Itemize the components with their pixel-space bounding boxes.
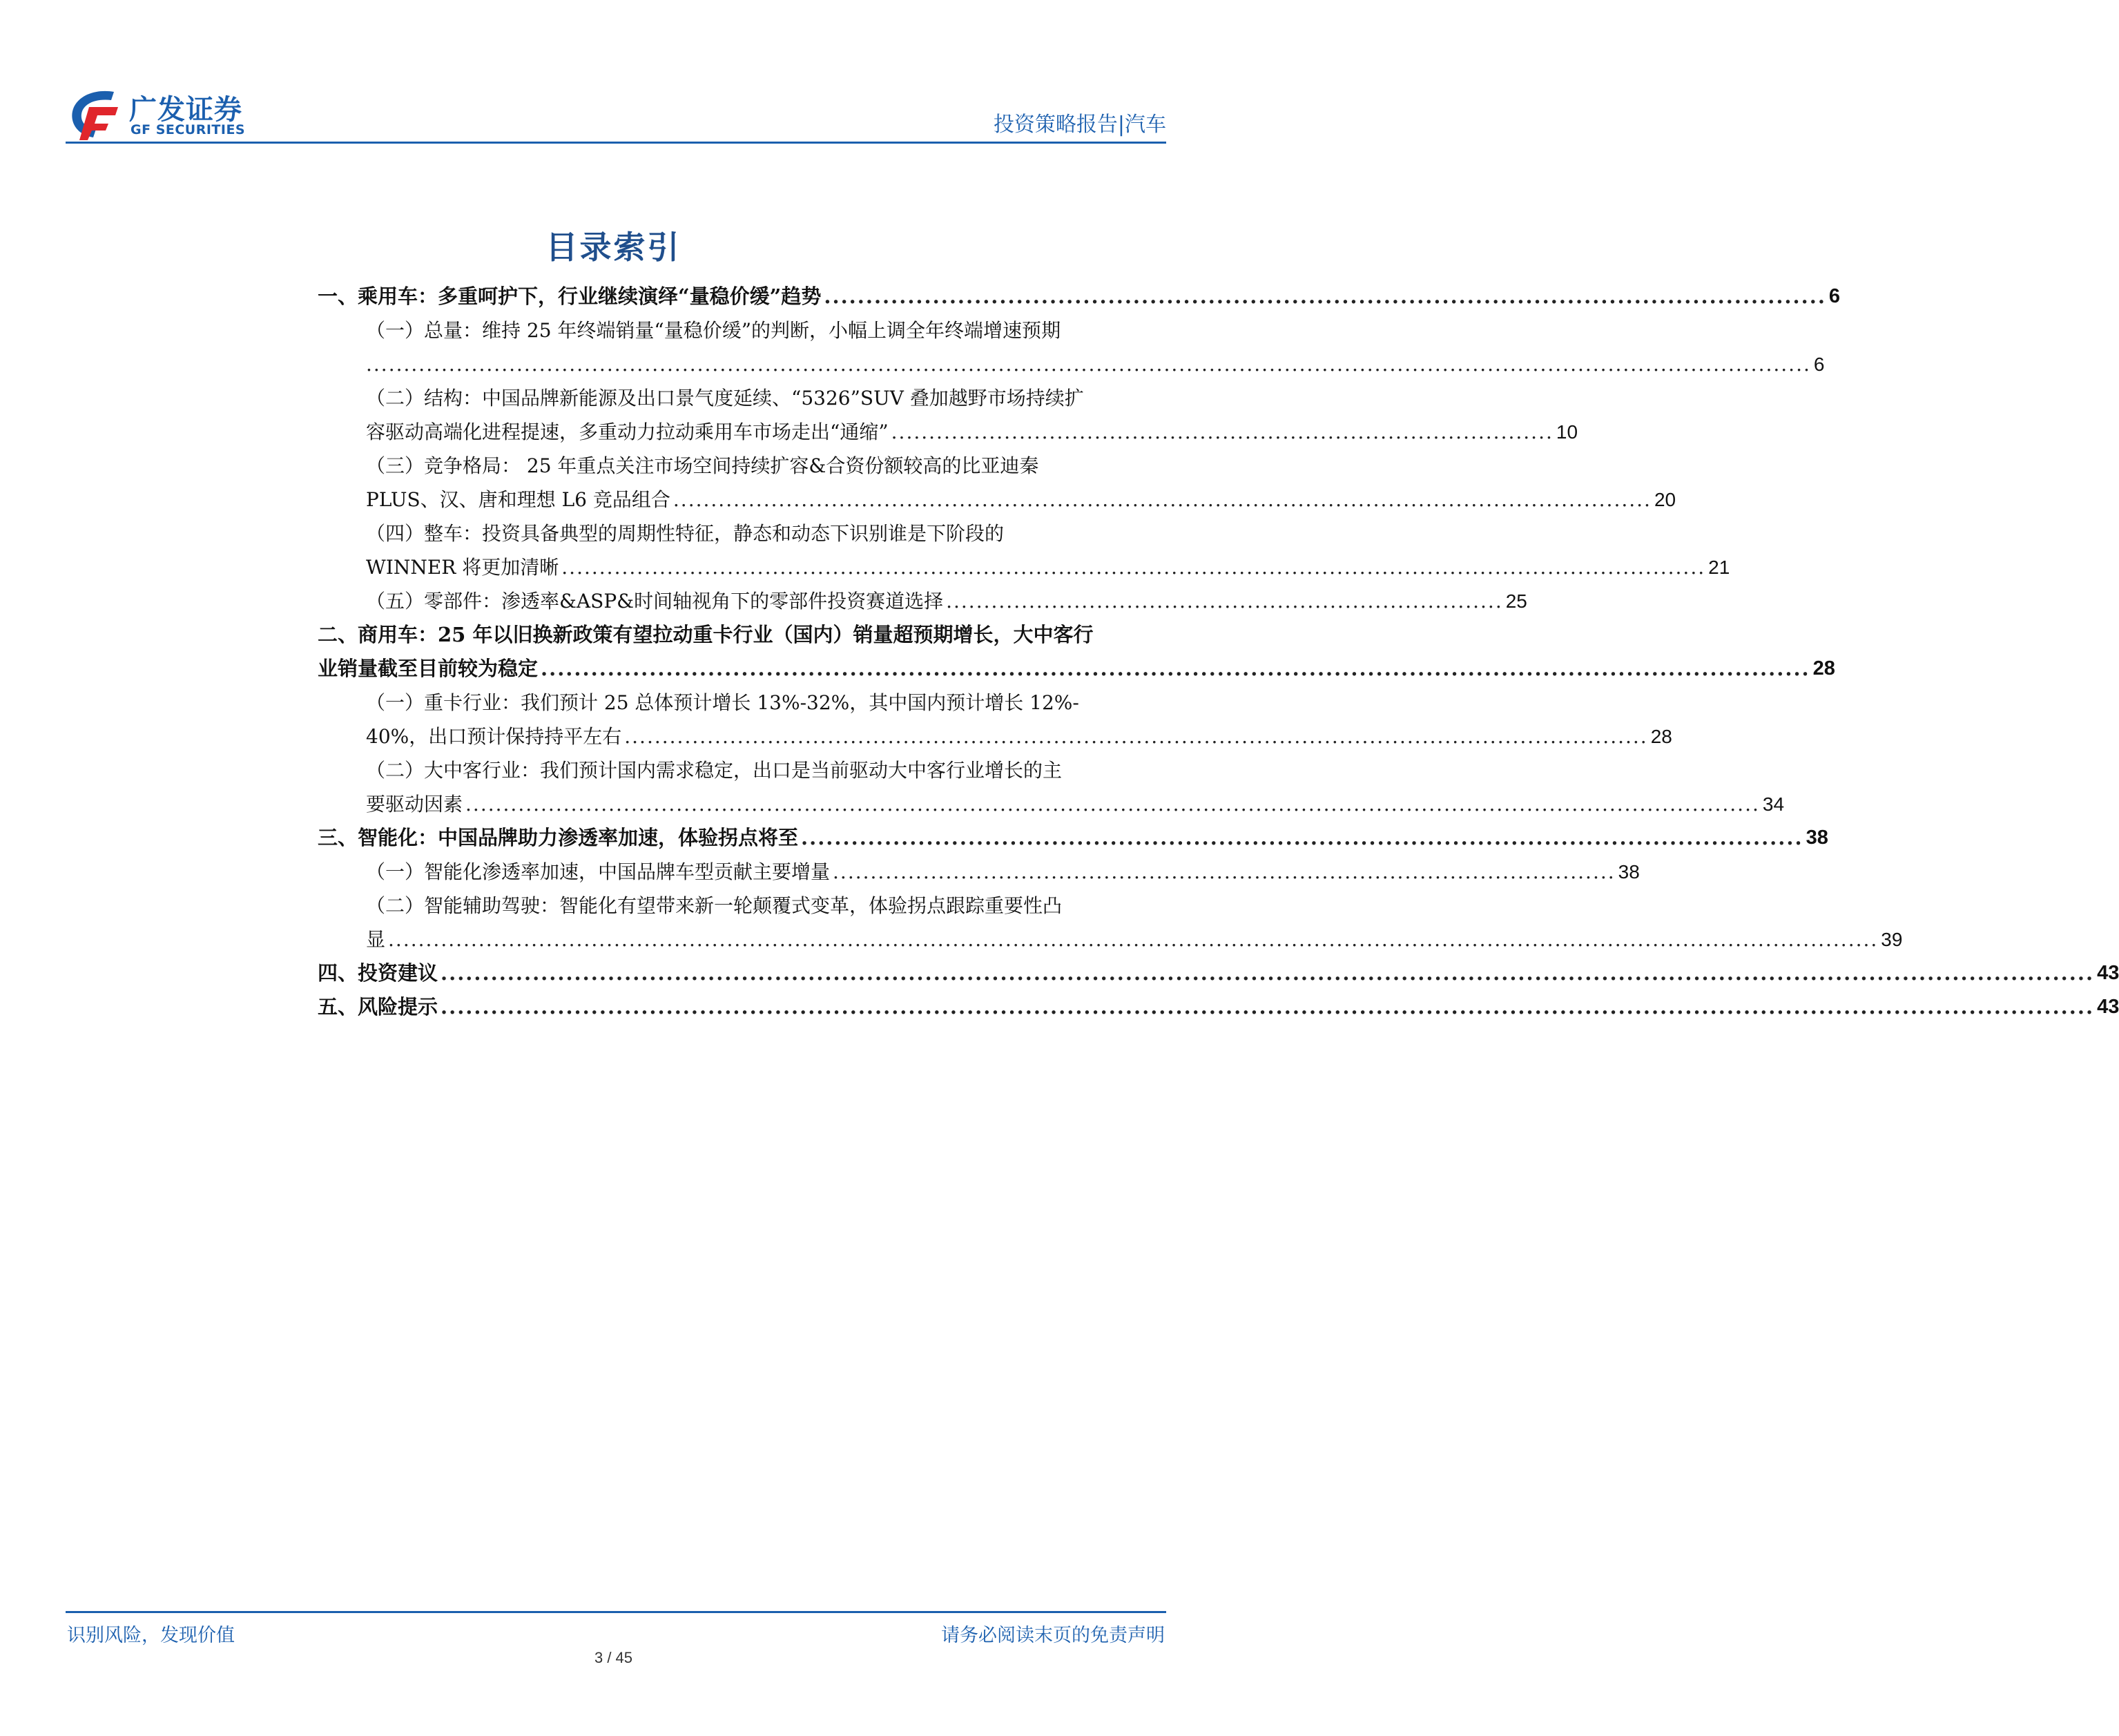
toc-entry-page: 38: [1806, 827, 1828, 849]
toc-entry-text-cont: 要驱动因素: [366, 793, 463, 816]
toc-entry-text-cont: WINNER 将更加清晰: [366, 556, 559, 579]
gf-securities-logo: [66, 86, 273, 142]
footer-divider: [66, 1611, 1166, 1613]
toc-entry-1-2-cont[interactable]: [366, 415, 1578, 449]
toc-entry-text: （二）智能辅助驾驶：智能化有望带来新一轮颠覆式变革，体验拐点跟踪重要性凸: [366, 894, 1063, 917]
footer-disclaimer: 请务必阅读末页的免责声明: [941, 1625, 1165, 1646]
toc-entry-3-1[interactable]: [366, 855, 1640, 889]
toc-entry-text: 一、乘用车：多重呵护下，行业继续演绎“量稳价缓”趋势: [318, 284, 822, 308]
toc-entry-page: 20: [1654, 489, 1676, 510]
toc-leader-dots: ........................................................................................................................: [801, 826, 1803, 849]
toc-leader-dots: ................................................................................................................................................................................................: [366, 353, 1811, 376]
toc-entry-page: 25: [1505, 590, 1527, 612]
toc-entry-page: 6: [1828, 285, 1841, 307]
toc-entry-2[interactable]: [318, 618, 1168, 652]
toc-entry-2-1[interactable]: [366, 686, 1168, 720]
toc-entry-text: （一）智能化渗透率加速，中国品牌车型贡献主要增量: [366, 860, 831, 883]
report-type-label: 投资策略报告|汽车: [993, 113, 1166, 137]
toc-entry-1-3[interactable]: [366, 449, 1168, 483]
toc-entry-page: 6: [1813, 354, 1825, 375]
header-divider: [66, 142, 1166, 144]
toc-entry-text: （二）大中客行业：我们预计国内需求稳定，出口是当前驱动大中客行业增长的主: [366, 759, 1063, 782]
toc-leader-dots: ......................................................................................................................................................................................................: [441, 995, 2095, 1019]
toc-entry-1-1-leader[interactable]: [366, 347, 1825, 381]
toc-entry-text-cont: PLUS、汉、唐和理想 L6 竞品组合: [366, 488, 670, 511]
toc-entry-page: 39: [1881, 929, 1903, 950]
toc-leader-dots: ......................................................................................................................................................................................................: [441, 961, 2095, 985]
toc-entry-1-3-cont[interactable]: [366, 483, 1676, 517]
toc-entry-page: 43: [2097, 996, 2119, 1018]
toc-entry-text: 五、风险提示: [318, 995, 438, 1019]
toc-entry-2-1-cont[interactable]: [366, 720, 1672, 753]
toc-entry-text: （三）竞争格局： 25 年重点关注市场空间持续扩容&合资份额较高的比亚迪秦: [366, 454, 1039, 477]
gf-logo-mark-icon: [66, 86, 125, 142]
toc-entry-3-2[interactable]: [366, 889, 1168, 923]
toc-entry-2-2-cont[interactable]: [366, 787, 1785, 821]
toc-leader-dots: ........................................................................................................................................: [624, 725, 1648, 748]
logo-english-name: GF SECURITIES: [130, 122, 246, 137]
toc-entry-text: （四）整车：投资具备典型的周期性特征，静态和动态下识别谁是下阶段的: [366, 522, 1005, 545]
toc-leader-dots: ........................................................................................................................................................: [541, 657, 1810, 680]
toc-entry-1-2[interactable]: [366, 381, 1168, 415]
toc-entry-text: （一）总量：维持 25 年终端销量“量稳价缓”的判断，小幅上调全年终端增速预期: [366, 319, 1061, 342]
toc-leader-dots: ............................................................................................................................................................................: [465, 793, 1760, 816]
toc-entry-1-1[interactable]: [366, 314, 1168, 347]
toc-entry-1-5[interactable]: [366, 584, 1527, 618]
toc-entry-text: 二、商用车：25 年以旧换新政策有望拉动重卡行业（国内）销量超预期增长，大中客行: [318, 623, 1094, 646]
toc-entry-5[interactable]: [318, 990, 2119, 1024]
toc-entry-3-2-cont[interactable]: [366, 923, 1903, 956]
toc-entry-text: 四、投资建议: [318, 961, 438, 985]
toc-entry-text-cont: 显: [366, 928, 386, 951]
toc-entry-text: （五）零部件：渗透率&ASP&时间轴视角下的零部件投资赛道选择: [366, 590, 944, 613]
toc-entry-page: 10: [1556, 421, 1578, 443]
toc-entry-3[interactable]: [318, 821, 1828, 855]
toc-leader-dots: ......................................................................................................................................................................................................: [388, 928, 1879, 951]
toc-entry-page: 43: [2097, 962, 2119, 984]
footer-slogan: 识别风险，发现价值: [67, 1625, 235, 1646]
toc-leader-dots: ..........................................................................: [946, 590, 1503, 613]
toc-leader-dots: ........................................................................................: [891, 421, 1554, 443]
toc-entry-1[interactable]: [318, 280, 1841, 314]
toc-entry-text: （二）结构：中国品牌新能源及出口景气度延续、“5326”SUV 叠加越野市场持续扩: [366, 387, 1084, 409]
toc-entry-text-cont: 容驱动高端化进程提速，多重动力拉动乘用车市场走出“通缩”: [366, 421, 889, 443]
toc-entry-page: 34: [1762, 793, 1785, 815]
toc-entry-4[interactable]: [318, 956, 2119, 990]
page-header: [66, 86, 1166, 143]
toc-leader-dots: ........................................................................................................................................................: [561, 556, 1706, 579]
toc-entry-text-cont: 业销量截至目前较为稳定: [318, 657, 539, 680]
toc-leader-dots: ........................................................................................................: [833, 860, 1616, 883]
toc-entry-text-cont: 40%，出口预计保持持平左右: [366, 725, 622, 748]
toc-entry-page: 38: [1618, 861, 1640, 883]
toc-entry-page: 28: [1650, 726, 1672, 747]
toc-entry-2-cont[interactable]: [318, 652, 1835, 686]
toc-title: 目录索引: [545, 229, 681, 266]
toc-entry-1-4[interactable]: [366, 517, 1168, 550]
logo-chinese-name: 广发证券: [129, 94, 242, 126]
toc-entry-text: 三、智能化：中国品牌助力渗透率加速，体验拐点将至: [318, 826, 799, 849]
toc-leader-dots: ........................................................................................................................: [824, 284, 1826, 308]
page-number: 3 / 45: [594, 1649, 633, 1666]
toc-entry-2-2[interactable]: [366, 753, 1168, 787]
toc-entry-page: 28: [1812, 657, 1835, 679]
toc-leader-dots: ..................................................................................................................................: [673, 488, 1652, 511]
toc-entry-text: （一）重卡行业：我们预计 25 总体预计增长 13%-32%，其中国内预计增长 12%-: [366, 691, 1079, 714]
toc-entry-1-4-cont[interactable]: [366, 550, 1730, 584]
toc-entry-page: 21: [1708, 557, 1730, 578]
